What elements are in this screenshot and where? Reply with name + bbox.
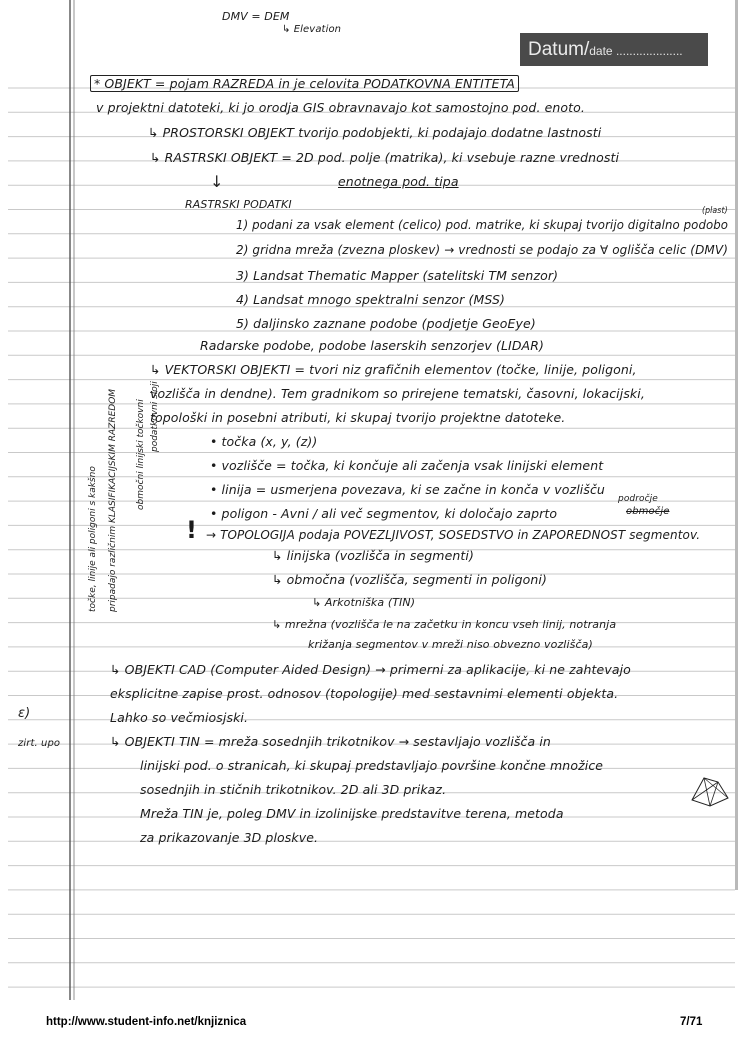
- line-raster-4: 4) Landsat mnogo spektralni senzor (MSS): [236, 292, 505, 307]
- line-raster-5: 5) daljinsko zaznane podobe (podjetje GeoEye): [236, 316, 536, 331]
- top-note-elevation: ↳ Elevation: [282, 24, 342, 35]
- line-linijska: ↳ linijska (vozlišča in segmenti): [272, 548, 474, 563]
- line-2: v projektni datoteki, ki jo orodja GIS obravnavajo kot samostojno pod. enoto.: [96, 100, 585, 115]
- line-cad: ↳ OBJEKTI CAD (Computer Aided Design) → primerni za aplikacije, ki ne zahtevajo: [110, 662, 631, 677]
- line-tin-5: za prikazovanje 3D ploskve.: [140, 830, 319, 845]
- note-podrocje: področje: [618, 494, 658, 504]
- line-tin-3: sosednjih in stičnih trikotnikov. 2D ali 3D prikaz.: [140, 782, 447, 797]
- line-tin-4: Mreža TIN je, poleg DMV in izolinijske predstavitve terena, metoda: [140, 806, 564, 821]
- line-5: enotnega pod. tipa: [338, 174, 459, 189]
- line-rastrski-podatki: RASTRSKI PODATKI: [185, 198, 292, 211]
- scan-edge-right: [735, 0, 738, 890]
- line-cad-3: Lahko so večmiosjski.: [110, 710, 249, 725]
- line-tin: ↳ OBJEKTI TIN = mreža sosednjih trikotnikov → sestavljajo vozlišča in: [110, 734, 551, 749]
- datum-header-box: [520, 33, 708, 66]
- exclamation-mark: !: [186, 516, 198, 544]
- line-vektorski: ↳ VEKTORSKI OBJEKTI = tvori niz grafičnih elementov (točke, linije, poligoni,: [150, 362, 637, 377]
- line-obmocna: ↳ območna (vozlišča, segmenti in poligoni): [272, 572, 547, 587]
- line-arkotniska: ↳ Arkotniška (TIN): [312, 596, 416, 609]
- line-tocka: • točka (x, y, (z)): [210, 434, 318, 449]
- tin-triangle-sketch-icon: [688, 774, 732, 808]
- vertical-note-1: točke, linije ali poligoni s kakšno: [88, 466, 98, 612]
- line-poligon: • poligon - Avni / ali več segmentov, ki določajo zaprto: [210, 506, 558, 521]
- line-raster-1: 1) podani za vsak element (celico) pod. matrike, ki skupaj tvorijo digitalno podobo: [236, 218, 729, 232]
- vertical-note-3: območni linijski točkovni: [136, 399, 146, 510]
- note-left-abbrev: zirt. upo: [18, 738, 61, 749]
- line-raster-2: 2) gridna mreža (zvezna ploskev) → vrednosti se podajo za ∀ oglišča celic (DMV): [236, 243, 728, 257]
- datum-date: date ....................: [589, 44, 683, 58]
- line-raster-3: 3) Landsat Thematic Mapper (satelitski TM senzor): [236, 268, 559, 283]
- line-krizanja: križanja segmentov v mreži niso obvezno vozlišča): [308, 638, 593, 651]
- footer-page-number: 7/71: [680, 1016, 703, 1028]
- line-4: ↳ RASTRSKI OBJEKT = 2D pod. polje (matrika), ki vsebuje razne vrednosti: [150, 150, 620, 165]
- datum-title: Datum/: [528, 39, 590, 60]
- line-radar: Radarske podobe, podobe laserskih senzorjev (LIDAR): [200, 338, 544, 353]
- line-14: vozlišča in dendne). Tem gradnikom so prirejene tematski, časovni, lokacijski,: [150, 386, 645, 401]
- line-vozlisce: • vozlišče = točka, ki končuje ali začenja vsak linijski element: [210, 458, 604, 473]
- line-topologija: → TOPOLOGIJA podaja POVEZLJIVOST, SOSEDSTVO in ZAPOREDNOST segmentov.: [206, 528, 701, 542]
- note-obmocje: območje: [626, 506, 670, 517]
- line-cad-2: eksplicitne zapise prost. odnosov (topologije) med sestavnimi elementi objekta.: [110, 686, 619, 701]
- vertical-note-2: pripadajo različnim KLASIFIKACIJSKIM RAZREDOM: [108, 388, 118, 612]
- line-objekt: * OBJEKT = pojam RAZREDA in je celovita PODATKOVNA ENTITETA: [90, 76, 519, 91]
- footer-url[interactable]: http://www.student-info.net/knjiznica: [46, 1016, 247, 1028]
- line-3: ↳ PROSTORSKI OBJEKT tvorijo podobjekti, ki podajajo dodatne lastnosti: [148, 125, 602, 140]
- line-15: topološki in posebni atributi, ki skupaj tvorijo projektne datoteke.: [150, 410, 566, 425]
- line-tin-2: linijski pod. o stranicah, ki skupaj predstavljajo površine končne množice: [140, 758, 604, 773]
- vertical-note-4: podatkovni sloji: [150, 381, 160, 452]
- note-plast: (plast): [702, 206, 728, 216]
- line-linija: • linija = usmerjena povezava, ki se začne in konča v vozlišču: [210, 482, 605, 497]
- down-arrow: ↓: [210, 172, 224, 191]
- top-note-dmv: DMV = DEM: [222, 10, 290, 23]
- line-mrezna: ↳ mrežna (vozlišča le na začetku in koncu vseh linij, notranja: [272, 618, 617, 631]
- note-left-letter: ɛ): [18, 706, 31, 721]
